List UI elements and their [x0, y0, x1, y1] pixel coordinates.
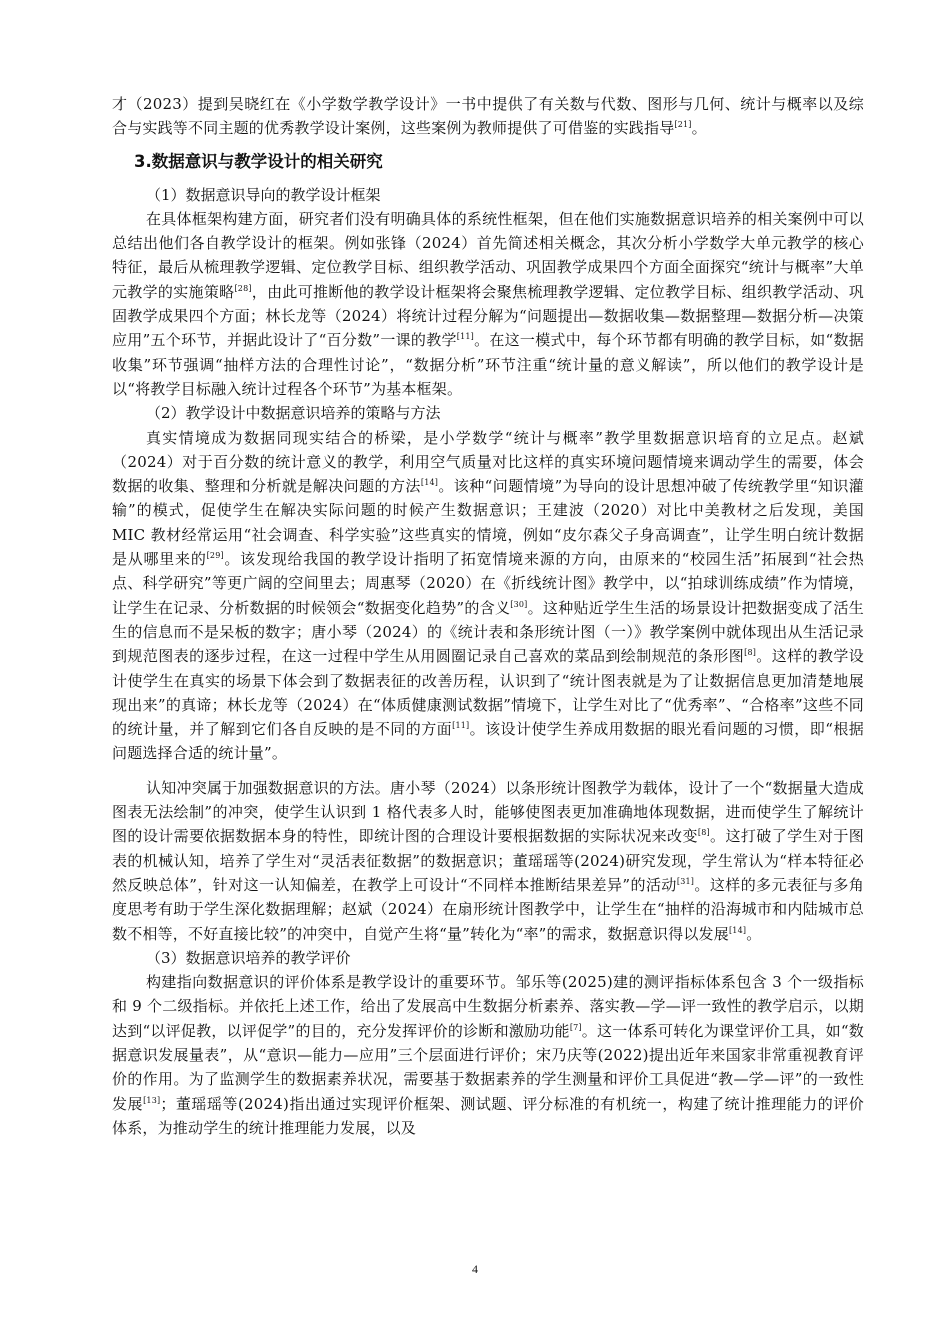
- paragraph-gap: [112, 766, 864, 776]
- citation-ref: [28]: [234, 283, 252, 293]
- citation-ref: [30]: [510, 599, 528, 609]
- paragraph-text: 。: [746, 924, 762, 943]
- citation-ref: [29]: [206, 551, 224, 561]
- paragraph-text: 才（2023）提到吴晓红在《小学数学教学设计》一书中提供了有关数与代数、图形与几何、统计与概率以及综合与实践等不同主题的优秀教学设计案例，这些案例为教师提供了可借鉴的实践指导: [112, 95, 864, 138]
- citation-ref: [14]: [420, 478, 439, 488]
- paragraph-cognitive-conflict: [112, 776, 864, 946]
- subsection-title-2: （2）教学设计中数据意识培养的策略与方法: [146, 404, 441, 423]
- paragraph-text: 。这打破了学生对于图表的机械认知，培养了学生对“灵活表征数据”的数据意识；董瑶瑶等(2024)研究发现，学生常认为“样本特征必然反映总体”，针对这一认知偏差，在教学上可设计“不同样本推断结果差异”的活动: [112, 827, 864, 894]
- citation-ref: [7]: [569, 1022, 582, 1032]
- paragraph-text: 。这样的教学设计使学生在真实的场景下体会到了数据表征的改善历程，认识到了“统计图表就是为了让数据信息更加清楚地展现出来”的真谛；林长龙等（2024）在“体质健康测试数据”情境下，让学生对比了“优秀率”、“合格率”这些不同的统计量，并了解到它们各自反映的是不同的方面: [112, 647, 864, 739]
- paragraph-text: 。该发现给我国的教学设计指明了拓宽情境来源的方向，由原来的“校园生活”拓展到“社会热点、科学研究”等更广阔的空间里去；周惠琴（2020）在《折线统计图》教学中，以“拍球训练成绩”作为情境，让学生在记录、分析数据的时候领会“数据变化趋势”的含义: [112, 550, 864, 617]
- section-heading: 3.数据意识与教学设计的相关研究: [134, 151, 383, 171]
- citation-ref: [14]: [728, 925, 747, 935]
- paragraph-text: 。: [691, 119, 707, 138]
- citation-ref: [13]: [143, 1095, 161, 1105]
- subsection-title-1: （1）数据意识导向的教学设计框架: [146, 185, 381, 204]
- paragraph-text: 认知冲突属于加强数据意识的方法。唐小琴（2024）以条形统计图教学为载体，设计了一个“数据量大造成图表无法绘制”的冲突，使学生认识到 1 格代表多人时，能够使图表更加准确地体现数据，进而使学生了解统计图的设计需要依据数据本身的特性，即统计图的合理设计要根据数据的实际状况来改变: [112, 778, 864, 846]
- citation-ref: [21]: [674, 120, 692, 130]
- subsection-title-3: （3）数据意识培养的教学评价: [146, 948, 351, 967]
- citation-ref: [11]: [452, 721, 470, 731]
- paragraph-evaluation: [112, 970, 864, 1140]
- paragraph-text: 真实情境成为数据同现实结合的桥梁，是小学数学“统计与概率”教学里数据意识培育的立足点。赵斌（2024）对于百分数的统计意义的教学，利用空气质量对比这样的真实环境问题情境来调动学生的需要，体会数据的收集、整理和分析就是解决问题的方法: [112, 428, 864, 496]
- page-number: 4: [472, 1262, 478, 1276]
- intro-paragraph: [112, 92, 864, 141]
- citation-ref: [31]: [676, 876, 695, 886]
- paragraph-text: 。该种“问题情境”为导向的设计思想冲破了传统教学里“知识灌输”的模式，促使学生在解决实际问题的时候产生数据意识；王建波（2020）对比中美教材之后发现，美国 MIC 教材经常运用“社会调查、科学实验”这些真实的情境，例如“皮尔森父子身高调查”，让学生明白统计数据是从哪里来的: [112, 477, 864, 569]
- paragraph-real-situations: [112, 426, 864, 766]
- paragraph-text: 构建指向数据意识的评价体系是教学设计的重要环节。邹乐等(2025)建的测评指标体系包含 3 个一级指标和 9 个二级指标。并依托上述工作，给出了发展高中生数据分析素养、落实教—学—评一致性的教学启示，以期达到“以评促教，以评促学”的目的，充分发挥评价的诊断和激励功能: [112, 973, 864, 1040]
- paragraph-text: 。在这一模式中，每个环节都有明确的教学目标，如“数据收集”环节强调“抽样方法的合理性讨论”，“数据分析”环节注重“统计量的意义解读”，所以他们的教学设计是以“将教学目标融入统计过程各个环节”为基本框架。: [112, 331, 864, 398]
- paragraph-text: ，由此可推断他的教学设计框架将会聚焦梳理教学逻辑、定位教学目标、组织教学活动、巩固教学成果四个方面；林长龙等（2024）将统计过程分解为“问题提出—数据收集—数据整理—数据分析—决策应用”五个环节，并据此设计了“百分数”一课的教学: [112, 282, 864, 350]
- paragraph-text: 。这样的多元表征与多角度思考有助于学生深化数据理解；赵斌（2024）在扇形统计图教学中，让学生在“抽样的沿海城市和内陆城市总数不相等，不好直接比较”的冲突中，自觉产生将“量”转化为“率”的需求，数据意识得以发展: [112, 875, 865, 943]
- paragraph-text: 。该设计使学生养成用数据的眼光看问题的习惯，即“根据问题选择合适的统计量”。: [112, 720, 864, 763]
- citation-ref: [8]: [744, 648, 757, 658]
- paragraph-text: 在具体框架构建方面，研究者们没有明确具体的系统性框架，但在他们实施数据意识培养的相关案例中可以总结出他们各自教学设计的框架。例如张锋（2024）首先简述相关概念，其次分析小学数学大单元教学的核心特征，最后从梳理教学逻辑、定位教学目标、组织教学活动、巩固教学成果四个方面全面探究“统计与概率”大单元教学的实施策略: [112, 209, 864, 301]
- paragraph-text: 。这一体系可转化为课堂评价工具，如“数据意识发展量表”，从“意识—能力—应用”三个层面进行评价；宋乃庆等(2022)提出近年来国家非常重视教育评价的作用。为了监测学生的数据素养状况，需要基于数据素养的学生测量和评价工具促进“教—学—评”的一致性发展: [112, 1021, 864, 1113]
- citation-ref: [8]: [697, 828, 710, 838]
- paragraph-text: ；董瑶瑶等(2024)指出通过实现评价框架、测试题、评分标准的有机统一，构建了统计推理能力的评价体系，为推动学生的统计推理能力发展，以及: [112, 1094, 864, 1137]
- document-page: [112, 92, 864, 1140]
- paragraph-text: 。这种贴近学生生活的场景设计把数据变成了活生生的信息而不是呆板的数字；唐小琴（2024）的《统计表和条形统计图（一）》教学案例中就体现出从生活记录到规范图表的逐步过程，在这一过程中学生从用圆圈记录自己喜欢的菜品到绘制规范的条形图: [112, 598, 864, 666]
- citation-ref: [11]: [456, 332, 474, 342]
- paragraph-framework: [112, 207, 864, 401]
